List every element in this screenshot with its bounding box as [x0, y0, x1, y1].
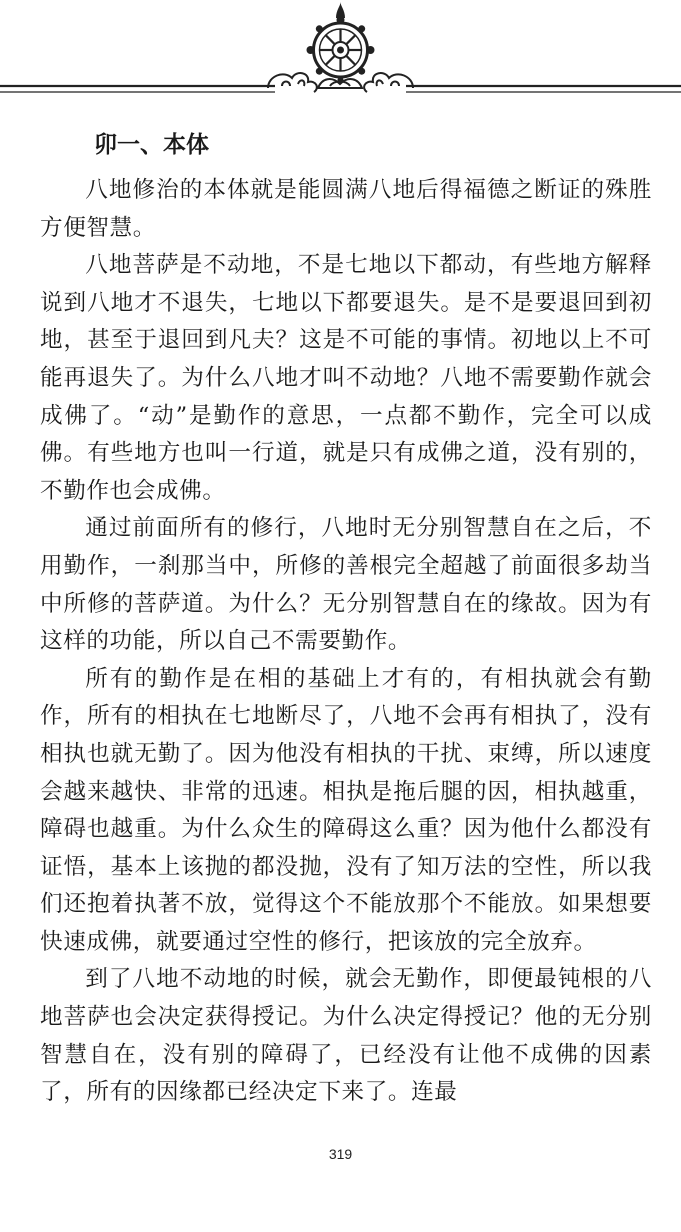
page-header — [0, 0, 681, 110]
paragraph: 所有的勤作是在相的基础上才有的，有相执就会有勤作，所有的相执在七地断尽了，八地不会再有相执了，没有相执也就无勤了。因为他没有相执的干扰、束缚，所以速度会越来越快、非常的迅速。相执是拖后腿的因，相执越重，障碍也越重。为什么众生的障碍这么重？因为他什么都没有证悟，基本上该抛的都没抛，没有了知万法的空性，所以我们还抱着执著不放，觉得这个不能放那个不能放。如果想要快速成佛，就要通过空性的修行，把该放的完全放弃。 — [40, 665, 652, 955]
paragraph: 通过前面所有的修行，八地时无分别智慧自在之后，不用勤作，一刹那当中，所修的善根完全超越了前面很多劫当中所修的菩萨道。为什么？无分别智慧自在的缘故。因为有这样的功能，所以自己不需要勤作。 — [40, 515, 652, 655]
paragraph: 到了八地不动地的时候，就会无勤作，即便最钝根的八地菩萨也会决定获得授记。为什么决定得授记？他的无分别智慧自在，没有别的障碍了，已经没有让他不成佛的因素了，所有的因缘都已经决定下来了。连最 — [40, 966, 652, 1106]
paragraph: 八地修治的本体就是能圆满八地后得福德之断证的殊胜方便智慧。 — [40, 177, 652, 241]
cloud-right-icon — [364, 73, 413, 92]
dharma-wheel-icon — [307, 2, 375, 83]
section-heading: 卯一、本体 — [94, 132, 209, 158]
header-ornament — [0, 0, 681, 110]
paragraph: 八地菩萨是不动地，不是七地以下都动，有些地方解释说到八地才不退失，七地以下都要退失。是不是要退回到初地，甚至于退回到凡夫？这是不可能的事情。初地以上不可能再退失了。为什么八地才叫不动地？八地不需要勤作就会成佛了。“动”是勤作的意思，一点都不勤作，完全可以成佛。有些地方也叫一行道，就是只有成佛之道，没有别的，不勤作也会成佛。 — [40, 252, 652, 504]
page-body — [40, 126, 652, 1112]
page-number: 319 — [328, 1146, 353, 1162]
cloud-left-icon — [268, 73, 317, 92]
